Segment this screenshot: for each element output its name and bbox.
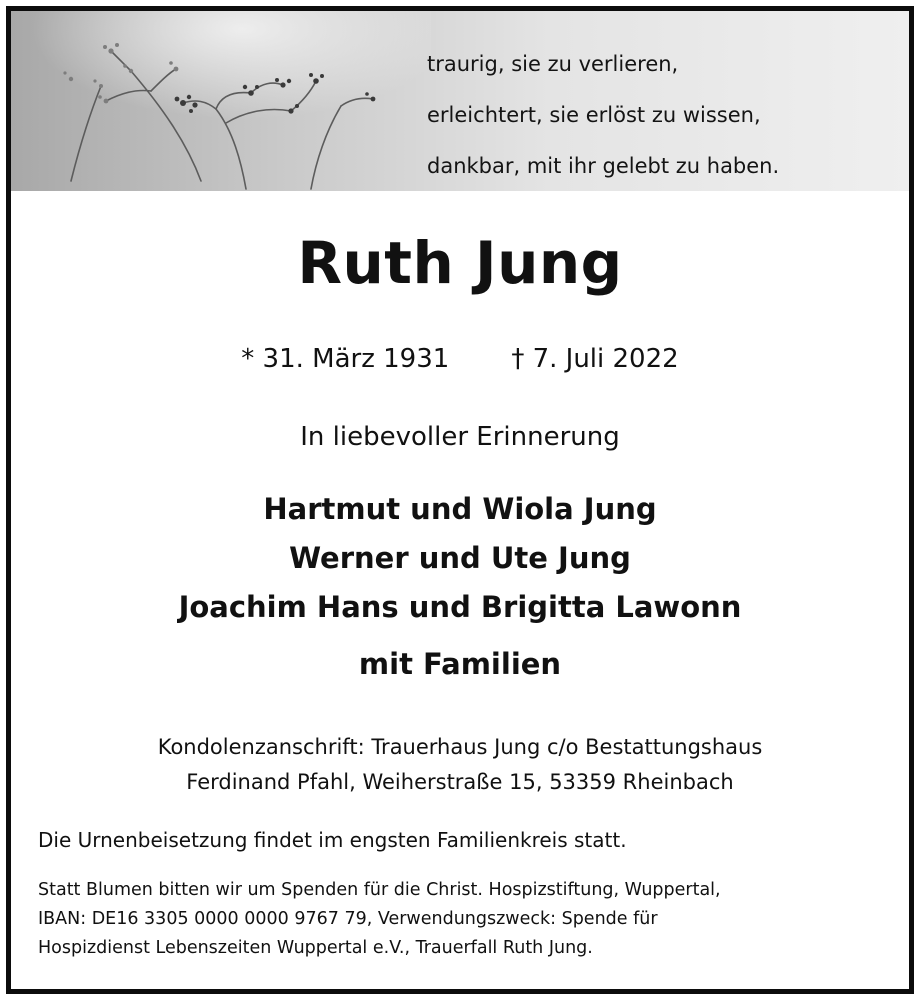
mourner-line: Werner und Ute Jung bbox=[289, 541, 631, 575]
donation-line: IBAN: DE16 3305 0000 0000 9767 79, Verwendungszweck: Spende für bbox=[38, 909, 658, 929]
address-line: Ferdinand Pfahl, Weiherstraße 15, 53359 Rheinbach bbox=[186, 770, 734, 794]
quote-line: traurig, sie zu verlieren, bbox=[427, 52, 679, 76]
quote-line: erleichtert, sie erlöst zu wissen, bbox=[427, 103, 761, 127]
quote-line: dankbar, mit ihr gelebt zu haben. bbox=[427, 154, 780, 178]
deceased-name: Ruth Jung bbox=[297, 229, 623, 297]
condolence-address bbox=[11, 730, 909, 800]
obituary-notice bbox=[6, 6, 914, 994]
birth-date: * 31. März 1931 bbox=[241, 344, 450, 374]
life-dates bbox=[11, 344, 909, 374]
mourners-list bbox=[11, 485, 909, 632]
dried-flowers-image bbox=[11, 11, 431, 191]
remembrance-line: In liebevoller Erinnerung bbox=[300, 422, 620, 452]
donation-line: Statt Blumen bitten wir um Spenden für die Christ. Hospizstiftung, Wuppertal, bbox=[38, 880, 721, 900]
address-line: Kondolenzanschrift: Trauerhaus Jung c/o Bestattungshaus bbox=[157, 735, 763, 759]
with-families: mit Familien bbox=[358, 647, 562, 681]
mourner-line: Joachim Hans und Brigitta Lawonn bbox=[178, 590, 742, 624]
death-date: † 7. Juli 2022 bbox=[511, 344, 679, 374]
donation-note bbox=[38, 876, 721, 963]
header-banner bbox=[11, 11, 909, 191]
header-quote bbox=[427, 39, 779, 191]
donation-line: Hospizdienst Lebenszeiten Wuppertal e.V., Trauerfall Ruth Jung. bbox=[38, 938, 593, 958]
burial-note: Die Urnenbeisetzung findet im engsten Familienkreis statt. bbox=[38, 828, 627, 852]
mourner-line: Hartmut und Wiola Jung bbox=[263, 492, 657, 526]
